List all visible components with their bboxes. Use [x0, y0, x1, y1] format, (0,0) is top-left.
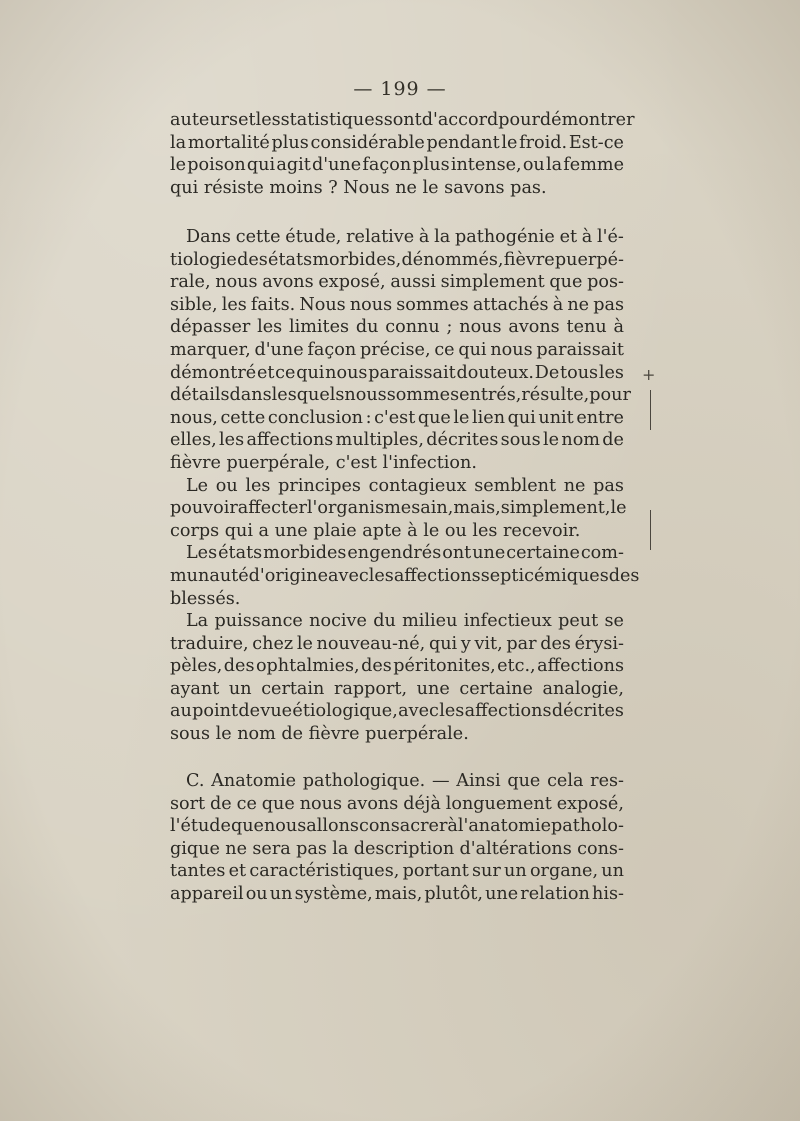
text-line: la mortalité plus considérable pendant le froid. Est-ce: [170, 132, 624, 153]
page-number: — 199 —: [353, 78, 447, 100]
text-line: démontré et ce qui nous paraissait douteux. De tous les: [170, 362, 624, 383]
text-line: auteurs et les statistiques sont d'accord pour démontrer: [170, 110, 635, 130]
text-line: Les états morbides engendrés ont une certaine com-: [186, 543, 624, 564]
text-line: dépasser les limites du connu ; nous avons tenu à: [170, 317, 624, 338]
margin-cross-mark: +: [642, 365, 656, 384]
text-line: qui résiste moins ? Nous ne le savons pas.: [170, 177, 547, 198]
text-line: le poison qui agit d'une façon plus intense, ou la femme: [170, 155, 624, 176]
text-line: tiologie des états morbides, dénommés, fièvre puerpé-: [170, 249, 624, 270]
text-line: elles, les affections multiples, décrites sous le nom de: [170, 430, 624, 451]
text-line: traduire, chez le nouveau-né, qui y vit, par des érysi-: [170, 633, 624, 654]
text-line: munauté d'origine avec les affections septicémiques des: [170, 565, 640, 586]
margin-line-mark: [650, 390, 651, 430]
text-line: sous le nom de fièvre puerpérale.: [170, 724, 469, 745]
text-line: pèles, des ophtalmies, des péritonites, etc., affections: [170, 656, 624, 677]
text-line: ayant un certain rapport, une certaine analogie,: [170, 678, 624, 699]
text-line: tantes et caractéristiques, portant sur un organe, un: [170, 861, 624, 882]
text-line: sible, les faits. Nous nous sommes attachés à ne pas: [170, 294, 624, 315]
margin-line-mark: [650, 510, 651, 550]
text-line: blessés.: [170, 588, 241, 609]
text-line: détails dans lesquels nous sommes entrés, résulte, pour: [170, 385, 631, 406]
text-line: appareil ou un système, mais, plutôt, une relation his-: [170, 883, 624, 904]
text-line: sort de ce que nous avons déjà longuement exposé,: [170, 793, 624, 814]
text-line: gique ne sera pas la description d'altérations cons-: [170, 838, 624, 859]
text-line: Le ou les principes contagieux semblent ne pas: [186, 475, 624, 496]
paragraph-1: [170, 109, 635, 199]
text-line: pouvoir affecter l'organisme sain, mais, simplement, le: [170, 498, 627, 519]
text-line: rale, nous avons exposé, aussi simplement que pos-: [170, 272, 624, 293]
text-line: La puissance nocive du milieu infectieux peut se: [186, 611, 624, 632]
text-line: corps qui a une plaie apte à le ou les recevoir.: [170, 520, 581, 541]
margin-pencil-marks: [640, 360, 670, 560]
section-heading-line: C. Anatomie pathologique. — Ainsi que cela res-: [186, 771, 624, 791]
text-line: l'étude que nous allons consacrer à l'anatomie patholo-: [170, 816, 624, 837]
text-line: au point de vue étiologique, avec les affections décrites: [170, 701, 624, 722]
text-line: Dans cette étude, relative à la pathogénie et à l'é-: [186, 227, 624, 247]
text-line: marquer, d'une façon précise, ce qui nous paraissait: [170, 339, 624, 360]
text-line: nous, cette conclusion : c'est que le lien qui unit entre: [170, 407, 624, 428]
paragraph-3: [170, 770, 624, 906]
text-line: fièvre puerpérale, c'est l'infection.: [170, 452, 477, 473]
paragraph-2: [170, 226, 640, 746]
